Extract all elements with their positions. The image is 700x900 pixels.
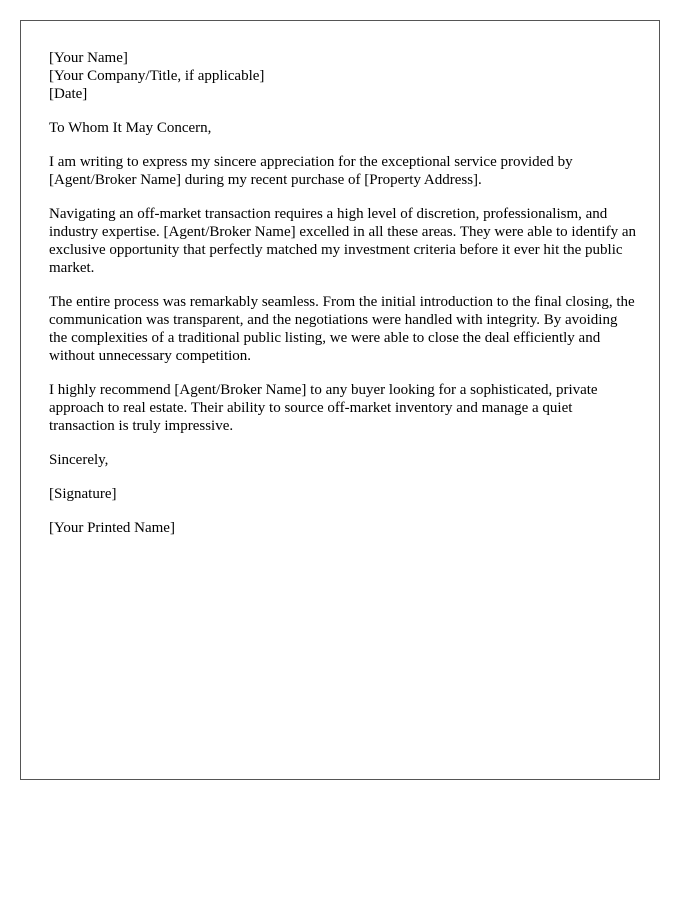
letter-page: [20, 20, 660, 780]
paragraph-expertise: Navigating an off-market transaction requires a high level of discretion, professionalism, and industry expertise. [Agent/Broker Name] excelled in all these areas. They were able to identify an exclusive opportunity that perfectly matched my investment criteria before it ever hit the public market.: [49, 206, 636, 276]
signature-placeholder: [Signature]: [49, 486, 117, 502]
paragraph-recommendation: I highly recommend [Agent/Broker Name] to any buyer looking for a sophisticated, private approach to real estate. Their ability to source off-market inventory and manage a quiet transaction is truly impressive.: [49, 382, 598, 434]
paragraph-intro: I am writing to express my sincere appreciation for the exceptional service provided by [Agent/Broker Name] during my recent purchase of [Property Address].: [49, 154, 573, 188]
letter-body: [49, 49, 639, 553]
printed-name: [Your Printed Name]: [49, 520, 175, 536]
closing: Sincerely,: [49, 452, 109, 468]
salutation: To Whom It May Concern,: [49, 120, 212, 136]
sender-company: [Your Company/Title, if applicable]: [49, 68, 265, 84]
sender-header: [49, 49, 639, 103]
sender-name: [Your Name]: [49, 50, 128, 66]
paragraph-process: The entire process was remarkably seamless. From the initial introduction to the final closing, the communication was transparent, and the negotiations were handled with integrity. By avoiding the complexities of a traditional public listing, we were able to close the deal efficiently and without unnecessary competition.: [49, 294, 635, 364]
letter-date: [Date]: [49, 86, 88, 102]
